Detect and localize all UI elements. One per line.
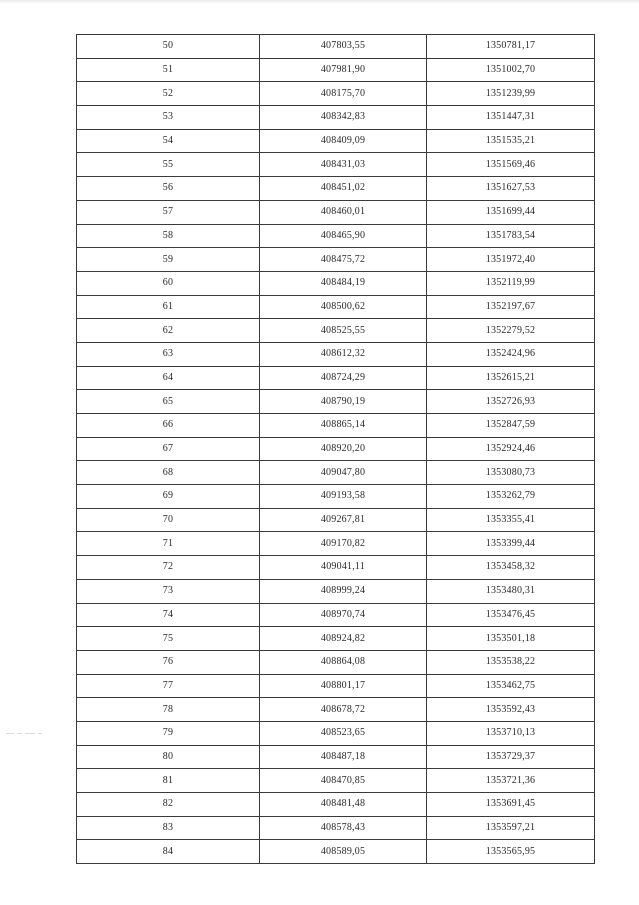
point-number-cell: 52 <box>77 82 260 106</box>
table-row <box>77 106 595 130</box>
x-coordinate-cell: 408500,62 <box>260 295 427 319</box>
x-coordinate-cell: 408431,03 <box>260 153 427 177</box>
table-row <box>77 579 595 603</box>
point-number-cell: 63 <box>77 342 260 366</box>
y-coordinate-cell: 1351783,54 <box>427 224 595 248</box>
y-coordinate-cell: 1352279,52 <box>427 319 595 343</box>
y-coordinate-cell: 1352847,59 <box>427 414 595 438</box>
point-number-cell: 69 <box>77 485 260 509</box>
point-number-cell: 50 <box>77 35 260 59</box>
y-coordinate-cell: 1353262,79 <box>427 485 595 509</box>
x-coordinate-cell: 408612,32 <box>260 342 427 366</box>
table-row <box>77 461 595 485</box>
point-number-cell: 67 <box>77 437 260 461</box>
scan-top-edge <box>0 0 639 4</box>
table-row <box>77 390 595 414</box>
point-number-cell: 60 <box>77 271 260 295</box>
x-coordinate-cell: 408481,48 <box>260 793 427 817</box>
margin-mark <box>6 724 46 730</box>
table-row <box>77 745 595 769</box>
table-row <box>77 793 595 817</box>
point-number-cell: 84 <box>77 840 260 864</box>
x-coordinate-cell: 408487,18 <box>260 745 427 769</box>
y-coordinate-cell: 1351569,46 <box>427 153 595 177</box>
point-number-cell: 73 <box>77 579 260 603</box>
y-coordinate-cell: 1351239,99 <box>427 82 595 106</box>
x-coordinate-cell: 408790,19 <box>260 390 427 414</box>
point-number-cell: 71 <box>77 532 260 556</box>
table-row <box>77 485 595 509</box>
y-coordinate-cell: 1351002,70 <box>427 58 595 82</box>
table-row <box>77 153 595 177</box>
point-number-cell: 54 <box>77 129 260 153</box>
point-number-cell: 70 <box>77 508 260 532</box>
x-coordinate-cell: 408175,70 <box>260 82 427 106</box>
y-coordinate-cell: 1353691,45 <box>427 793 595 817</box>
x-coordinate-cell: 408865,14 <box>260 414 427 438</box>
coordinates-table <box>76 34 595 864</box>
table-row <box>77 271 595 295</box>
y-coordinate-cell: 1352424,96 <box>427 342 595 366</box>
y-coordinate-cell: 1350781,17 <box>427 35 595 59</box>
point-number-cell: 75 <box>77 627 260 651</box>
x-coordinate-cell: 408460,01 <box>260 200 427 224</box>
y-coordinate-cell: 1352924,46 <box>427 437 595 461</box>
y-coordinate-cell: 1353355,41 <box>427 508 595 532</box>
y-coordinate-cell: 1353458,32 <box>427 556 595 580</box>
point-number-cell: 56 <box>77 177 260 201</box>
point-number-cell: 62 <box>77 319 260 343</box>
table-row <box>77 650 595 674</box>
table-row <box>77 603 595 627</box>
y-coordinate-cell: 1353538,22 <box>427 650 595 674</box>
point-number-cell: 77 <box>77 674 260 698</box>
y-coordinate-cell: 1352197,67 <box>427 295 595 319</box>
table-row <box>77 532 595 556</box>
x-coordinate-cell: 408920,20 <box>260 437 427 461</box>
table-row <box>77 58 595 82</box>
point-number-cell: 66 <box>77 414 260 438</box>
point-number-cell: 53 <box>77 106 260 130</box>
x-coordinate-cell: 409047,80 <box>260 461 427 485</box>
x-coordinate-cell: 409267,81 <box>260 508 427 532</box>
table-row <box>77 556 595 580</box>
x-coordinate-cell: 408451,02 <box>260 177 427 201</box>
y-coordinate-cell: 1353480,31 <box>427 579 595 603</box>
x-coordinate-cell: 408724,29 <box>260 366 427 390</box>
point-number-cell: 55 <box>77 153 260 177</box>
x-coordinate-cell: 408589,05 <box>260 840 427 864</box>
table-row <box>77 698 595 722</box>
y-coordinate-cell: 1353710,13 <box>427 721 595 745</box>
x-coordinate-cell: 408523,65 <box>260 721 427 745</box>
point-number-cell: 64 <box>77 366 260 390</box>
table-row <box>77 35 595 59</box>
y-coordinate-cell: 1353080,73 <box>427 461 595 485</box>
x-coordinate-cell: 408470,85 <box>260 769 427 793</box>
x-coordinate-cell: 408999,24 <box>260 579 427 603</box>
point-number-cell: 76 <box>77 650 260 674</box>
table-row <box>77 816 595 840</box>
x-coordinate-cell: 408864,08 <box>260 650 427 674</box>
point-number-cell: 82 <box>77 793 260 817</box>
x-coordinate-cell: 409170,82 <box>260 532 427 556</box>
x-coordinate-cell: 407803,55 <box>260 35 427 59</box>
x-coordinate-cell: 408465,90 <box>260 224 427 248</box>
x-coordinate-cell: 408342,83 <box>260 106 427 130</box>
point-number-cell: 72 <box>77 556 260 580</box>
table-row <box>77 508 595 532</box>
y-coordinate-cell: 1351447,31 <box>427 106 595 130</box>
y-coordinate-cell: 1352615,21 <box>427 366 595 390</box>
table-row <box>77 627 595 651</box>
table-row <box>77 366 595 390</box>
point-number-cell: 74 <box>77 603 260 627</box>
x-coordinate-cell: 408801,17 <box>260 674 427 698</box>
x-coordinate-cell: 408525,55 <box>260 319 427 343</box>
table-row <box>77 342 595 366</box>
x-coordinate-cell: 409193,58 <box>260 485 427 509</box>
x-coordinate-cell: 408970,74 <box>260 603 427 627</box>
point-number-cell: 80 <box>77 745 260 769</box>
y-coordinate-cell: 1351699,44 <box>427 200 595 224</box>
x-coordinate-cell: 408678,72 <box>260 698 427 722</box>
point-number-cell: 51 <box>77 58 260 82</box>
y-coordinate-cell: 1353721,36 <box>427 769 595 793</box>
point-number-cell: 68 <box>77 461 260 485</box>
table-row <box>77 319 595 343</box>
coordinates-table-body <box>77 35 595 864</box>
point-number-cell: 81 <box>77 769 260 793</box>
point-number-cell: 79 <box>77 721 260 745</box>
y-coordinate-cell: 1353399,44 <box>427 532 595 556</box>
table-row <box>77 82 595 106</box>
table-row <box>77 414 595 438</box>
table-row <box>77 437 595 461</box>
point-number-cell: 83 <box>77 816 260 840</box>
table-row <box>77 248 595 272</box>
table-row <box>77 200 595 224</box>
y-coordinate-cell: 1353597,21 <box>427 816 595 840</box>
point-number-cell: 65 <box>77 390 260 414</box>
table-row <box>77 674 595 698</box>
x-coordinate-cell: 408475,72 <box>260 248 427 272</box>
y-coordinate-cell: 1353476,45 <box>427 603 595 627</box>
point-number-cell: 61 <box>77 295 260 319</box>
table-row <box>77 840 595 864</box>
table-row <box>77 295 595 319</box>
y-coordinate-cell: 1352119,99 <box>427 271 595 295</box>
y-coordinate-cell: 1351627,53 <box>427 177 595 201</box>
x-coordinate-cell: 408409,09 <box>260 129 427 153</box>
x-coordinate-cell: 408924,82 <box>260 627 427 651</box>
point-number-cell: 58 <box>77 224 260 248</box>
table-row <box>77 224 595 248</box>
y-coordinate-cell: 1352726,93 <box>427 390 595 414</box>
table-row <box>77 721 595 745</box>
x-coordinate-cell: 408578,43 <box>260 816 427 840</box>
x-coordinate-cell: 407981,90 <box>260 58 427 82</box>
y-coordinate-cell: 1353501,18 <box>427 627 595 651</box>
table-row <box>77 769 595 793</box>
point-number-cell: 78 <box>77 698 260 722</box>
y-coordinate-cell: 1353565,95 <box>427 840 595 864</box>
table-row <box>77 129 595 153</box>
y-coordinate-cell: 1353592,43 <box>427 698 595 722</box>
y-coordinate-cell: 1351972,40 <box>427 248 595 272</box>
x-coordinate-cell: 408484,19 <box>260 271 427 295</box>
x-coordinate-cell: 409041,11 <box>260 556 427 580</box>
point-number-cell: 59 <box>77 248 260 272</box>
y-coordinate-cell: 1351535,21 <box>427 129 595 153</box>
y-coordinate-cell: 1353462,75 <box>427 674 595 698</box>
y-coordinate-cell: 1353729,37 <box>427 745 595 769</box>
table-row <box>77 177 595 201</box>
point-number-cell: 57 <box>77 200 260 224</box>
